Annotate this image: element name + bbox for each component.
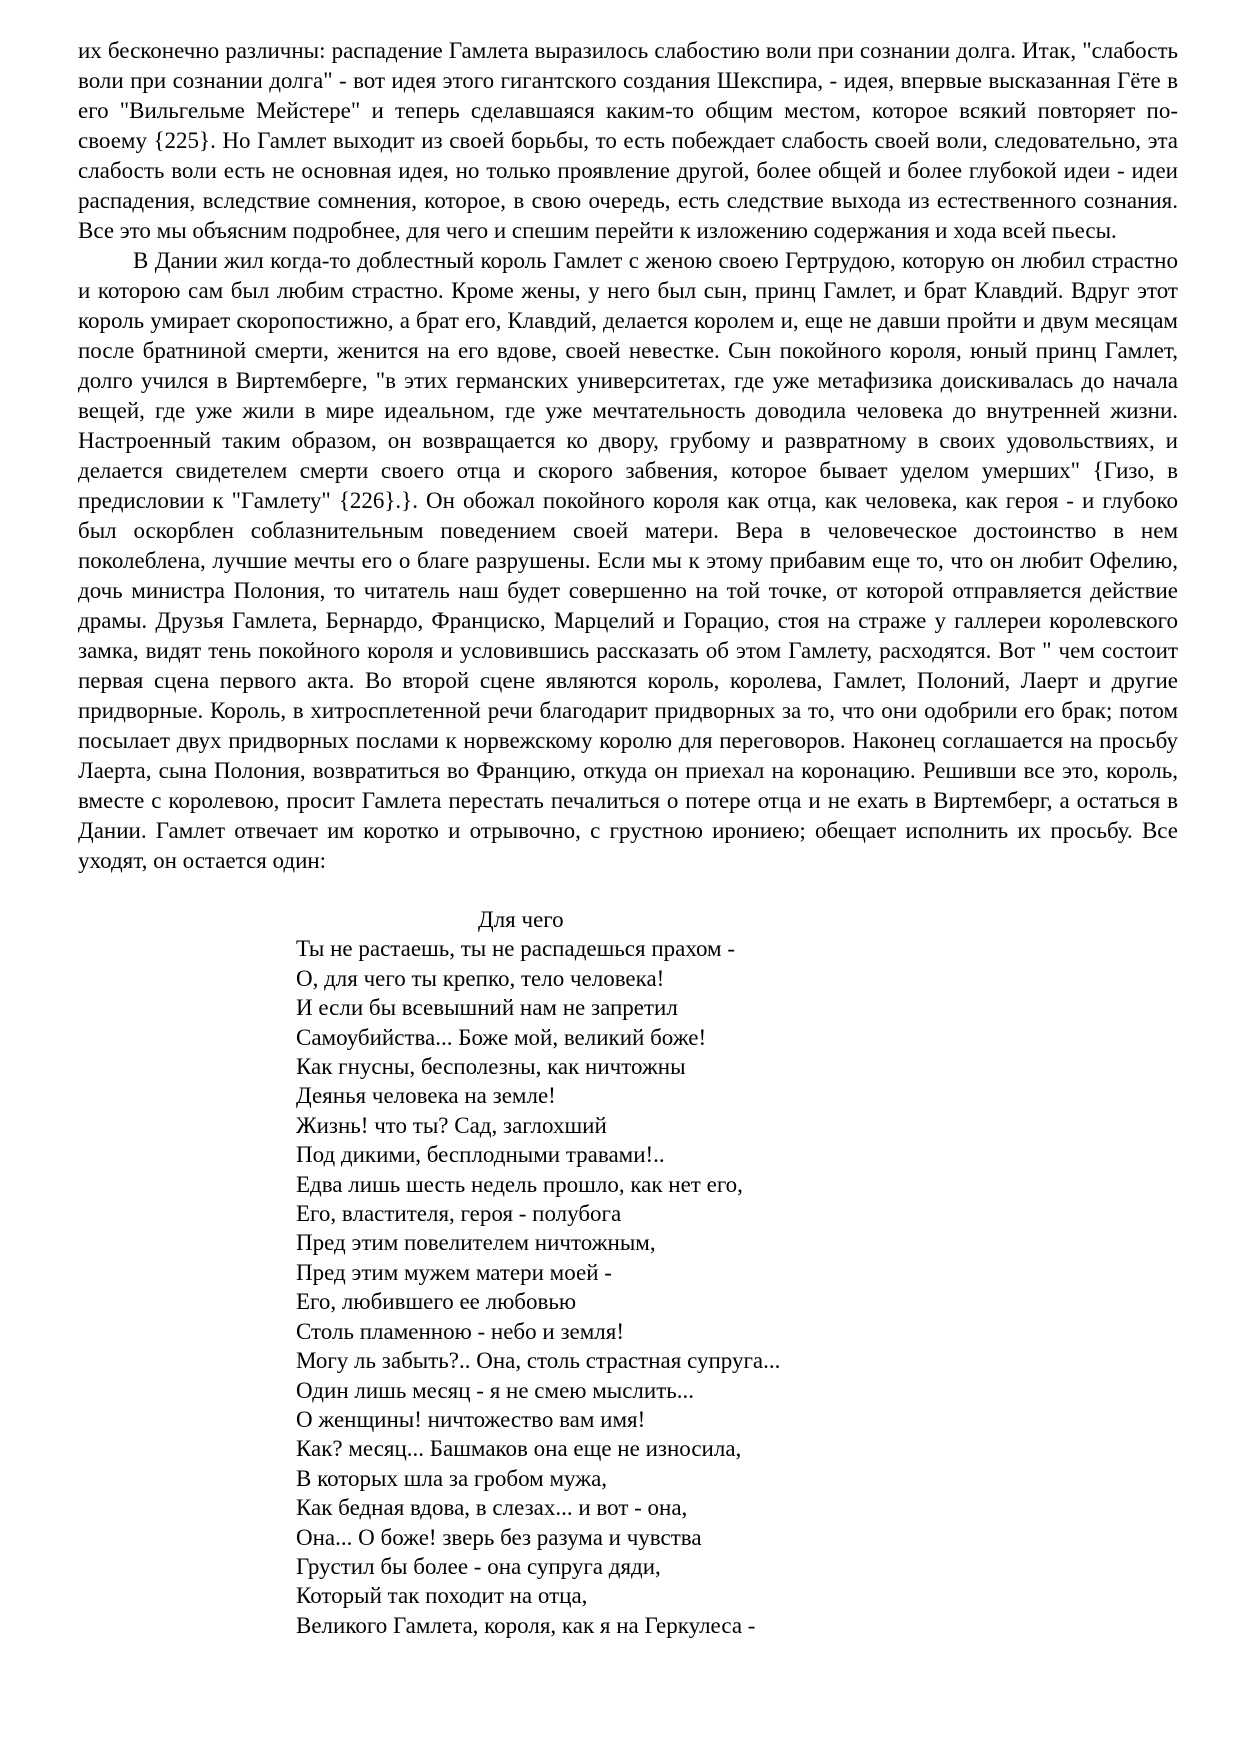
poem-line: Жизнь! что ты? Сад, заглохший (296, 1112, 607, 1138)
poem-line: В которых шла за гробом мужа, (296, 1465, 608, 1491)
poem-line: Деянья человека на земле! (296, 1083, 556, 1109)
poem-line: Который так походит на отца, (296, 1583, 588, 1609)
poem-line: Один лишь месяц - я не смею мыслить... (296, 1377, 694, 1403)
poem-line: Как? месяц... Башмаков она еще не износила, (296, 1436, 742, 1462)
poem-line: Самоубийства... Боже мой, великий боже! (296, 1024, 707, 1050)
paragraph-plot: В Дании жил когда-то доблестный король Гамлет с женою своею Гертрудою, которую он любил страстно и которою сам был любим страстно. Кроме жены, у него был сын, принц Гамлет, и брат Клавдий. Вдруг этот король умирает скоропостижно, а брат его, Клавдий, делается королем и, еще не давши пройти и двум месяцам после братниной смерти, женится на его вдове, своей невестке. Сын покойного короля, юный принц Гамлет, долго учился в Виртемберге, "в этих германских университетах, где уже метафизика доискивалась до начала вещей, где уже жили в мире идеальном, где уже мечтательность доводила человека до внутренней жизни. Настроенный таким образом, он возвращается ко двору, грубому и развратному в своих удовольствиях, и делается свидетелем смерти своего отца и скорого забвения, которое бывает уделом умерших" {Гизо, в предисловии к "Гамлету" {226}.}. Он обожал покойного короля как отца, как человека, как героя - и глубоко был оскорблен соблазнительным поведением своей матери. Вера в человеческое достоинство в нем поколеблена, лучшие мечты его о благе разрушены. Если мы к этому прибавим еще то, что он любит Офелию, дочь министра Полония, то читатель наш будет совершенно на той точке, от которой отправляется действие драмы. Друзья Гамлета, Бернардо, Франциско, Марцелий и Горацио, стоя на страже у галлереи королевского замка, видят тень покойного короля и условившись рассказать об этом Гамлету, расходятся. Вот " чем состоит первая сцена первого акта. Во второй сцене являются король, королева, Гамлет, Полоний, Лаерт и другие придворные. Король, в хитросплетенной речи благодарит придворных за то, что они одобрили его брак; потом посылает двух придворных послами к норвежскому королю для переговоров. Наконец соглашается на просьбу Лаерта, сына Полония, возвратиться во Францию, откуда он приехал на коронацию. Решивши все это, король, вместе с королевою, просит Гамлета перестать печалиться о потере отца и не ехать в Виртемберг, а остаться в Дании. Гамлет отвечает им коротко и отрывочно, с грустною ирониею; обещает исполнить их просьбу. Все уходят, он остается один: (78, 248, 1178, 873)
poem-line: Она... О боже! зверь без разума и чувства (296, 1524, 702, 1550)
poem-line: Великого Гамлета, короля, как я на Геркулеса - (296, 1612, 756, 1638)
poem-line: Пред этим повелителем ничтожным, (296, 1230, 656, 1256)
poem-line: Как бедная вдова, в слезах... и вот - она, (296, 1495, 688, 1521)
paragraph-intro: их бесконечно различны: распадение Гамлета выразилось слабостию воли при сознании долга. Итак, "слабость воли при сознании долга" - вот идея этого гигантского создания Шекспира, - идея, впервые высказанная Гёте в его "Вильгельме Мейстере" и теперь сделавшаяся каким-то общим местом, которое всякий повторяет по-своему {225}. Но Гамлет выходит из своей борьбы, то есть побеждает слабость своей воли, следовательно, эта слабость воли есть не основная идея, но только проявление другой, более общей и более глубокой идеи - идеи распадения, вследствие сомнения, которое, в свою очередь, есть следствие выхода из естественного сознания. Все это мы объясним подробнее, для чего и спешим перейти к изложению содержания и хода всей пьесы. (78, 38, 1178, 243)
poem-line: Могу ль забыть?.. Она, столь страстная супруга... (296, 1348, 781, 1374)
poem-line: Едва лишь шесть недель прошло, как нет его, (296, 1171, 743, 1197)
poem-line: Для чего (478, 907, 564, 932)
poem-line: Его, любившего ее любовью (296, 1289, 577, 1315)
poem-line: Грустил бы более - она супруга дяди, (296, 1553, 661, 1579)
poem-line: Ты не растаешь, ты не распадешься прахом - (296, 936, 736, 962)
poem-line: Столь пламенною - небо и земля! (296, 1318, 625, 1344)
poem-line: Пред этим мужем матери моей - (296, 1259, 612, 1285)
poem-line: Как гнусны, бесполезны, как ничтожны (296, 1054, 686, 1080)
poem-quote (78, 905, 1178, 1640)
poem-line: О, для чего ты крепко, тело человека! (296, 965, 665, 991)
poem-line: Под дикими, бесплодными травами!.. (296, 1142, 665, 1168)
poem-line: Его, властителя, героя - полубога (296, 1201, 622, 1227)
poem-line: О женщины! ничтожество вам имя! (296, 1406, 646, 1432)
poem-line: И если бы всевышний нам не запретил (296, 995, 678, 1021)
